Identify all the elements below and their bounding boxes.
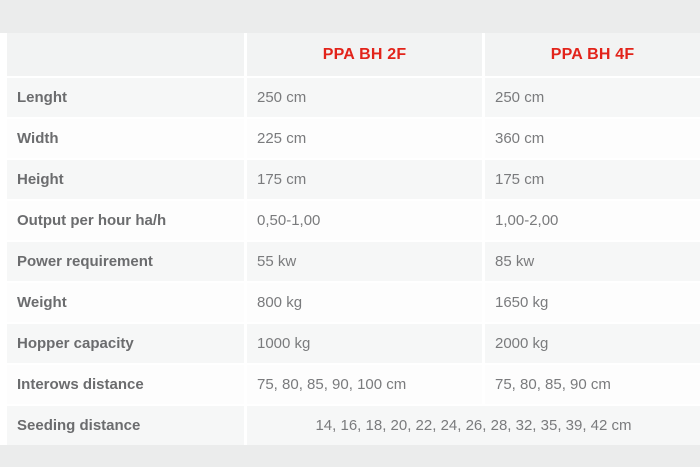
row-value-col2: 85 kw [485,242,700,281]
row-value-col1: 55 kw [247,242,482,281]
row-value-col1: 175 cm [247,160,482,199]
row-label: Interows distance [7,365,244,404]
row-label: Output per hour ha/h [7,201,244,240]
row-label: Hopper capacity [7,324,244,363]
row-label: Lenght [7,78,244,117]
row-label: Weight [7,283,244,322]
row-label: Width [7,119,244,158]
row-label: Height [7,160,244,199]
row-value-col2: 75, 80, 85, 90 cm [485,365,700,404]
row-value-col2: 250 cm [485,78,700,117]
row-value-col1: 1000 kg [247,324,482,363]
row-value-col1: 75, 80, 85, 90, 100 cm [247,365,482,404]
bottom-band [0,445,700,467]
row-value-col1: 250 cm [247,78,482,117]
row-value-merged: 14, 16, 18, 20, 22, 24, 26, 28, 32, 35, 39, 42 cm [247,406,700,445]
row-label: Power requirement [7,242,244,281]
row-value-col2: 360 cm [485,119,700,158]
header-blank-cell [7,33,244,76]
row-value-col1: 0,50-1,00 [247,201,482,240]
spec-table [0,33,700,445]
row-value-col2: 1650 kg [485,283,700,322]
row-value-col1: 800 kg [247,283,482,322]
row-value-col1: 225 cm [247,119,482,158]
row-label: Seeding distance [7,406,244,445]
header-model-ppa-bh-4f: PPA BH 4F [485,33,700,76]
row-value-col2: 2000 kg [485,324,700,363]
header-model-ppa-bh-2f: PPA BH 2F [247,33,482,76]
row-value-col2: 175 cm [485,160,700,199]
top-band [0,0,700,33]
row-value-col2: 1,00-2,00 [485,201,700,240]
